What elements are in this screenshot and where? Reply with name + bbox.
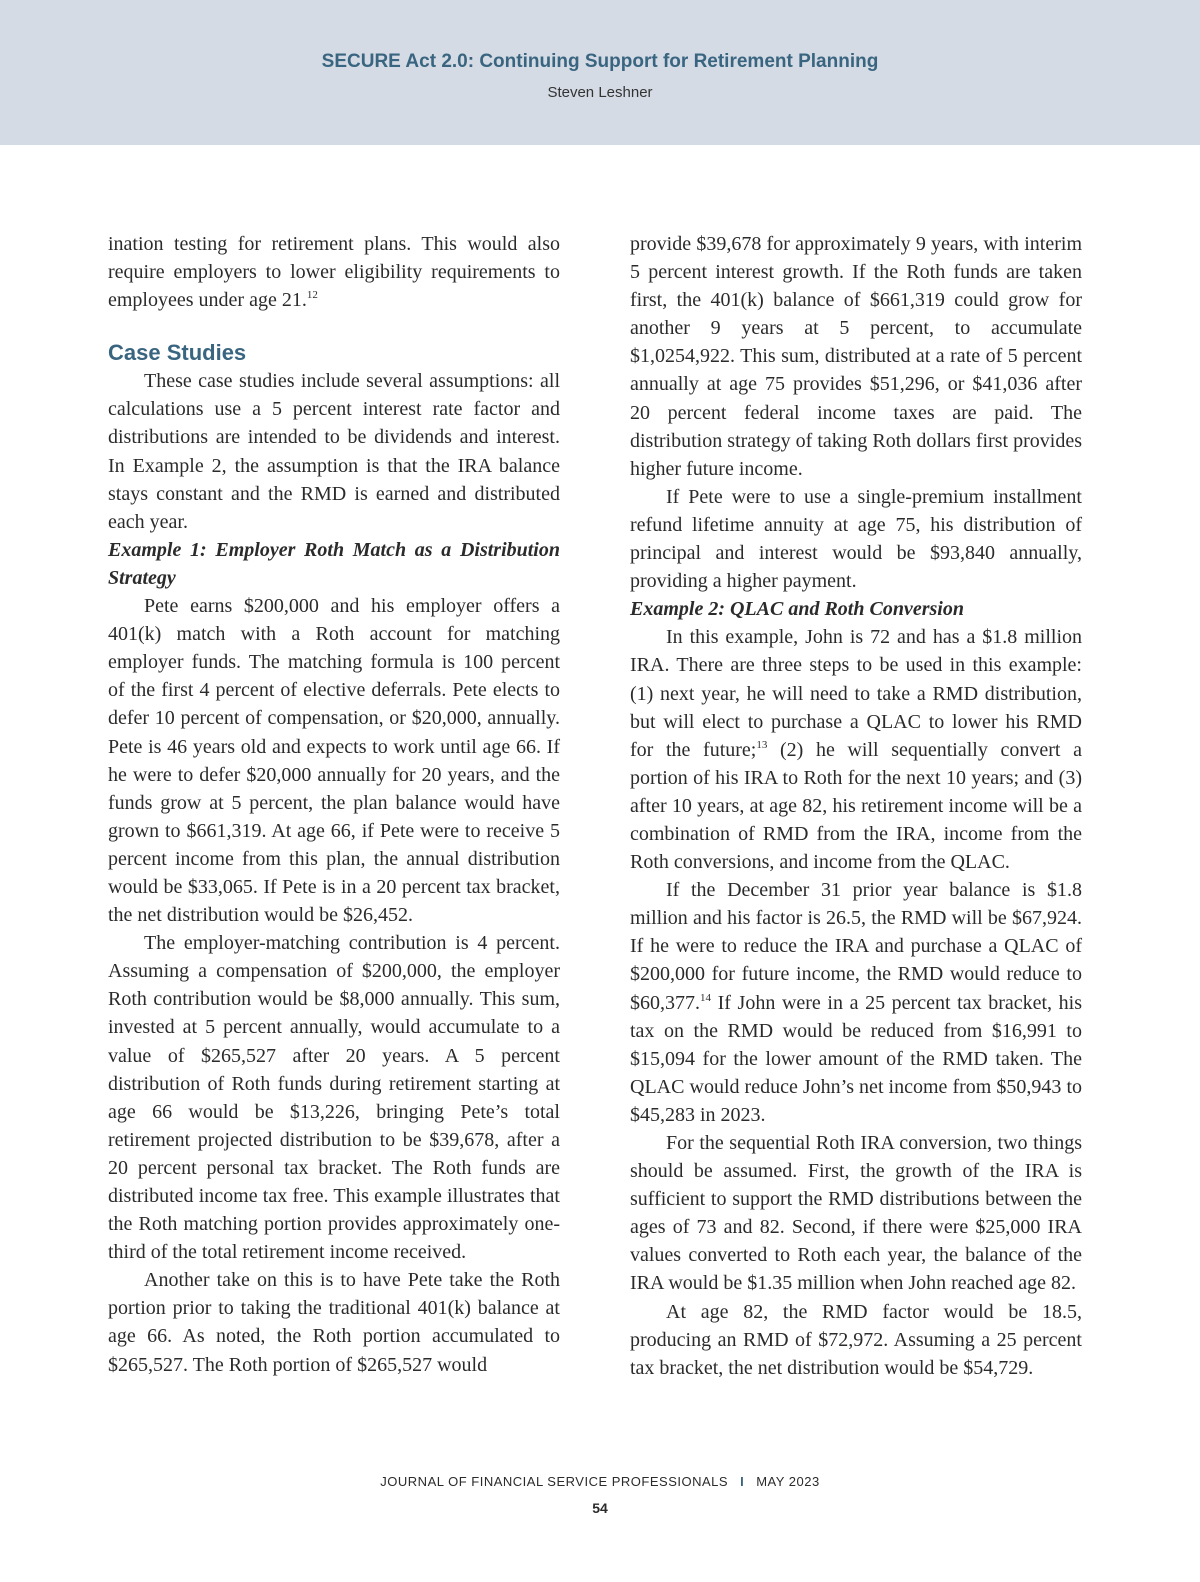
example-1-paragraph-2: The employer-matching contribution is 4 percent. Assuming a compensation of $200,000, the employer Roth contribution would be $8,000 annually. This sum, invested at 5 percent annually, would accumulate to a value of $265,527 after 20 years. A 5 percent distribution of Roth funds during retirement starting at age 66 would be $13,226, bringing Pete’s total retirement projected distribution to be $39,678, after a 20 percent personal tax bracket. The Roth funds are distributed income tax free. This example illustrates that the Roth matching portion provides approximately one-third of the total retirement income received. xyxy=(108,932,560,1264)
left-column xyxy=(108,230,560,1379)
footer-separator: I xyxy=(740,1474,745,1489)
annuity-paragraph: If Pete were to use a single-premium installment refund lifetime annuity at age 75, his distribution of principal and interest would be $93,840 annually, providing a higher payment. xyxy=(630,485,1082,593)
intro-paragraph xyxy=(108,230,560,314)
example-1-heading: Example 1: Employer Roth Match as a Distribution Strategy xyxy=(108,538,560,589)
page-footer xyxy=(0,1474,1200,1489)
footnote-ref: 12 xyxy=(306,289,318,302)
article-title: SECURE Act 2.0: Continuing Support for Retirement Planning xyxy=(321,51,879,72)
example-2-paragraph-1 xyxy=(630,623,1082,876)
example-2-p2-text-b: If John were in a 25 percent tax bracket, his tax on the RMD would be reduced from $16,991 to $15,094 for the lower amount of the RMD taken. The QLAC would reduce John’s net income from $50,943 to $45,283 in 2023. xyxy=(630,991,1082,1126)
footnote-ref: 13 xyxy=(756,738,768,751)
example-2-paragraph-4: At age 82, the RMD factor would be 18.5, producing an RMD of $72,972. Assuming a 25 percent tax bracket, the net distribution would be $54,729. xyxy=(630,1300,1082,1379)
example-2-heading: Example 2: QLAC and Roth Conversion xyxy=(630,598,964,621)
intro-text: ination testing for retirement plans. This would also require employers to lower eligibility requirements to employees under age 21. xyxy=(108,233,560,312)
example-1-paragraph-3: Another take on this is to have Pete take the Roth portion prior to taking the traditional 401(k) balance at age 66. As noted, the Roth portion accumulated to $265,527. The Roth portion of $265,527 would xyxy=(108,1269,560,1376)
issue-date: MAY 2023 xyxy=(756,1474,820,1489)
example-2-p1-text-b: (2) he will sequentially convert a portion of his IRA to Roth for the next 10 years; and (3) after 10 years, at age 82, his retirement income will be a combination of RMD from the IRA, income from the Roth conversions, and income from the QLAC. xyxy=(630,738,1082,874)
example-2-p2-text-a: If the December 31 prior year balance is $1.8 million and his factor is 26.5, the RMD will be $67,924. If he were to reduce the IRA and purchase a QLAC of $200,000 for future income, the RMD would reduce to $60,377. xyxy=(630,879,1082,1014)
page-header xyxy=(0,0,1200,145)
example-1-paragraph-1: Pete earns $200,000 and his employer offers a 401(k) match with a Roth account for matching employer funds. The matching formula is 100 percent of the first 4 percent of elective deferrals. Pete elects to defer 10 percent of compensation, or $20,000, annually. Pete is 46 years old and expects to work until age 66. If he were to defer $20,000 annually for 20 years, and the funds grow at 5 percent, the plan balance would have grown to $661,319. At age 66, if Pete were to receive 5 percent income from this plan, the annual distribution would be $33,065. If Pete is in a 20 percent tax bracket, the net distribution would be $26,452. xyxy=(108,595,560,927)
continued-paragraph: provide $39,678 for approximately 9 years, with interim 5 percent interest growth. If the Roth funds are taken first, the 401(k) balance of $661,319 could grow for another 9 years at 5 percent, to accumulate $1,0254,922. This sum, distributed at a rate of 5 percent annually at age 75 provides $51,296, or $41,036 after 20 percent federal income taxes are paid. The distribution strategy of taking Roth dollars first provides higher future income. xyxy=(630,233,1082,480)
example-2-p1-text-a: In this example, John is 72 and has a $1.8 million IRA. There are three steps to be used in this example: (1) next year, he will need to take a RMD distribution, but will elect to purchase a QLAC to lower his RMD for the future; xyxy=(630,626,1082,761)
example-2-paragraph-2 xyxy=(630,876,1082,1129)
case-studies-heading: Case Studies xyxy=(108,340,247,366)
article-author: Steven Leshner xyxy=(547,84,653,101)
page-number: 54 xyxy=(592,1500,608,1516)
case-studies-paragraph: These case studies include several assumptions: all calculations use a 5 percent interest rate factor and distributions are intended to be dividends and interest. In Example 2, the assumption is that the IRA balance stays constant and the RMD is earned and distributed each year. xyxy=(108,370,560,533)
example-2-paragraph-3: For the sequential Roth IRA conversion, two things should be assumed. First, the growth of the IRA is sufficient to support the RMD distributions between the ages of 73 and 82. Second, if there were $25,000 IRA values converted to Roth each year, the balance of the IRA would be $1.35 million when John reached age 82. xyxy=(630,1132,1082,1295)
right-column xyxy=(630,230,1082,1382)
footnote-ref: 14 xyxy=(700,991,711,1004)
journal-name: JOURNAL OF FINANCIAL SERVICE PROFESSIONALS xyxy=(380,1474,729,1489)
